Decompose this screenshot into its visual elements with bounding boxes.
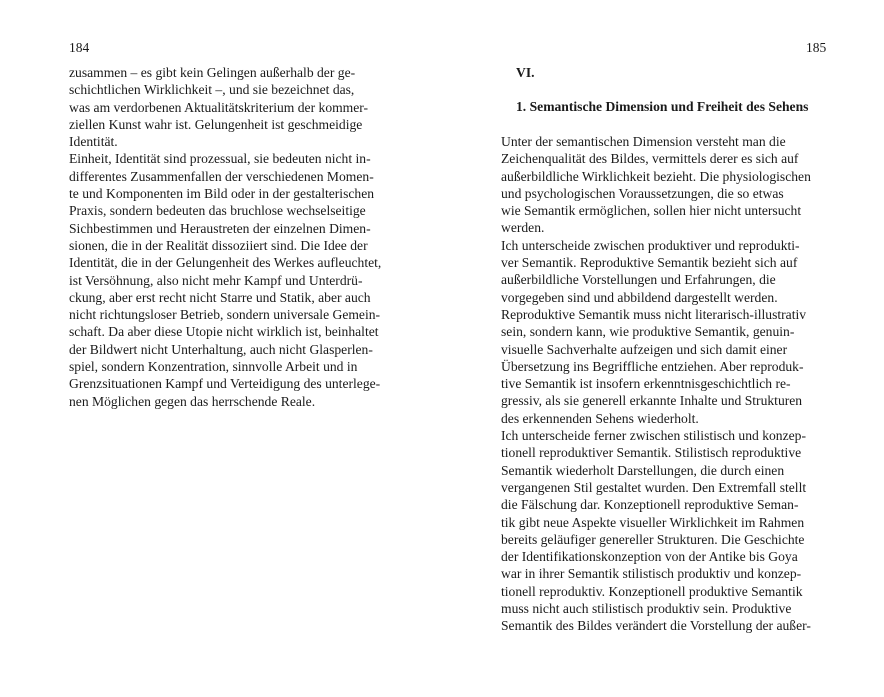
text-line: nicht richtungsloser Betrieb, sondern universale Gemein- [69,307,381,323]
text-line: schichtlichen Wirklichkeit –, und sie bezeichnet das, [69,82,355,98]
text-line: tionell reproduktiv. Konzeptionell produktive Semantik [501,583,803,599]
text-line: außerbildliche Wirklichkeit bezieht. Die physiologischen [501,168,811,184]
text-line: Ich unterscheide ferner zwischen stilistisch und konzep- [501,428,806,444]
text-line: vorgegeben sind und abbildend dargestellt werden. [501,289,778,305]
text-line: Ich unterscheide zwischen produktiver und reprodukti- [501,237,800,253]
text-line: werden. [501,220,545,236]
page-number-right: 185 [806,40,827,55]
text-line: visuelle Sachverhalte aufzeigen und sich damit einer [501,341,788,357]
text-line: ist Versöhnung, also nicht mehr Kampf und Unterdrü- [69,272,363,288]
text-line: Sichbestimmen und Heraustreten der einzelnen Dimen- [69,220,371,236]
text-line: Reproduktive Semantik muss nicht literarisch-illustrativ [501,306,807,322]
text-line: differentes Zusammenfallen der verschiedenen Momen- [69,168,374,184]
text-line: wie Semantik ermöglichen, sollen hier nicht untersucht [501,203,802,219]
text-line: gressiv, als sie generell erkannte Inhalte und Strukturen [501,393,803,409]
text-line: was am verdorbenen Aktualitätskriterium der kommer- [69,99,369,115]
text-line: die Fälschung dar. Konzeptionell reproduktive Seman- [501,497,799,513]
text-line: te und Komponenten im Bild oder in der gestalterischen [69,186,375,202]
text-line: sionen, die in der Realität dissoziiert sind. Die Idee der [69,237,368,253]
text-line: Zeichenqualität des Bildes, vermittels derer es sich auf [501,151,799,167]
text-line: nen Möglichen gegen das herrschende Reale. [69,393,316,409]
left-page-text [69,64,399,410]
page-number-left: 184 [69,40,90,55]
text-line: sein, sondern kann, wie produktive Semantik, genuin- [501,324,795,340]
text-line: tive Semantik ist insofern erkenntnisgeschichtlich re- [501,376,791,392]
text-line: vergangenen Stil gestaltet wurden. Den Extremfall stellt [501,479,807,495]
text-line: Praxis, sondern bedeuten das bruchlose wechselseitige [69,203,366,219]
text-line: Identität. [69,134,118,150]
text-line: zusammen – es gibt kein Gelingen außerhalb der ge- [69,65,356,80]
text-line: ckung, aber erst recht nicht Starre und Statik, aber auch [69,289,371,305]
text-line: Semantik wiederholt Darstellungen, die durch einen [501,462,785,478]
text-line: tik gibt neue Aspekte visueller Wirklichkeit im Rahmen [501,514,805,530]
text-line: Unter der semantischen Dimension versteht man die [501,134,786,149]
text-line: der Identifikationskonzeption von der Antike bis Goya [501,549,798,565]
text-line: bereits geläufiger genereller Strukturen. Die Geschichte [501,531,805,547]
text-line: des erkennenden Sehens wiederholt. [501,410,699,426]
text-line: Einheit, Identität sind prozessual, sie bedeuten nicht in- [69,151,371,167]
text-line: spiel, sondern Konzentration, sinnvolle Arbeit und in [69,359,358,375]
text-line: war in ihrer Semantik stilistisch produktiv und konzep- [501,566,802,582]
text-line: Grenzsituationen Kampf und Verteidigung des unterlege- [69,376,381,392]
text-line: ziellen Kunst wahr ist. Gelungenheit ist geschmeidige [69,116,363,132]
text-line: ver Semantik. Reproduktive Semantik bezieht sich auf [501,255,798,271]
section-heading: VI. [516,65,535,80]
text-line: Übersetzung ins Begriffliche entziehen. Aber reproduk- [501,358,804,374]
subheading: 1. Semantische Dimension und Freiheit des Sehens [516,99,809,114]
text-line: tionell reproduktiver Semantik. Stilistisch reproduktive [501,445,802,461]
text-line: Identität, die in der Gelungenheit des Werkes aufleuchtet, [69,255,382,271]
text-line: außerbildliche Vorstellungen und Erfahrungen, die [501,272,776,288]
text-line: muss nicht auch stilistisch produktiv sein. Produktive [501,601,792,617]
right-page-text [501,133,831,635]
text-line: Semantik des Bildes verändert die Vorstellung der außer- [501,618,811,634]
text-line: schaft. Da aber diese Utopie nicht wirklich ist, beinhaltet [69,324,379,340]
text-line: und psychologischen Voraussetzungen, die so etwas [501,185,784,201]
text-line: der Bildwert nicht Unterhaltung, auch nicht Glasperlen- [69,341,373,357]
